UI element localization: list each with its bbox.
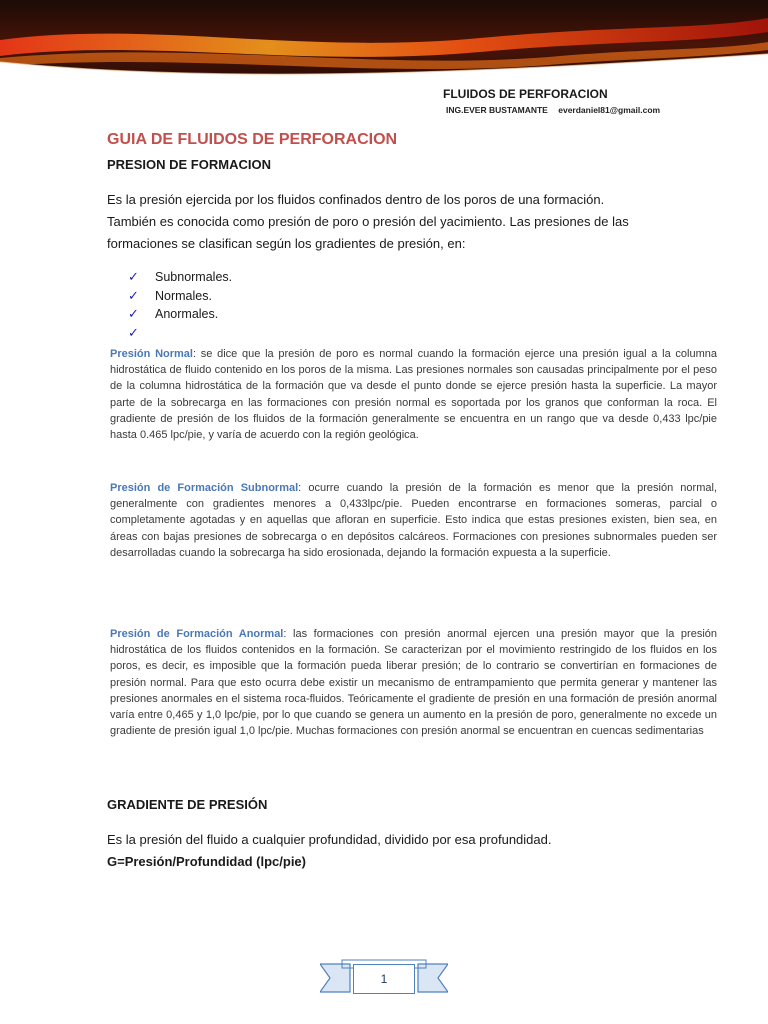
intro-paragraph <box>107 189 667 255</box>
paragraph-presion-subnormal <box>110 480 717 561</box>
list-item-label: Subnormales. <box>155 270 233 284</box>
gradient-formula: G=Presión/Profundidad (lpc/pie) <box>107 854 306 869</box>
term-presion-normal: Presión Normal <box>110 348 193 360</box>
intro-line: También es conocida como presión de poro o presión del yacimiento. Las presiones de las <box>107 214 629 229</box>
page-number: 1 <box>353 964 415 994</box>
author-email[interactable]: everdaniel81@gmail.com <box>558 105 661 115</box>
paragraph-presion-anormal <box>110 626 717 739</box>
list-item-label: Normales. <box>155 288 212 303</box>
list-item <box>128 268 232 287</box>
checkmark-icon: ✓ <box>128 269 139 284</box>
author-name: ING.EVER BUSTAMANTE <box>446 105 548 115</box>
header-title: FLUIDOS DE PERFORACION <box>443 87 608 101</box>
checkmark-icon: ✓ <box>128 287 139 303</box>
checkmark-icon: ✓ <box>128 324 139 340</box>
list-item <box>128 305 232 324</box>
definition-text: : las formaciones con presión anormal ejercen una presión mayor que la presión hidrostática de los fluidos contenidos en la formación. Se caracterizan por el movimiento restringido de los fluidos en los poros, es decir, es imposible que la formación pueda liberar presión; de lo contrario se convertirían en formaciones de presión normal. Para que esto ocurra debe existir un mecanismo de entrampamiento que permita generar y mantener las presiones anormales en el sistema roca-fluidos. Teóricamente el gradiente de presión en una formación de presión anormal varía entre 0,465 y 1,0 lpc/pie, por lo que cuando se genera un aumento en la presión de poro, generalmente no excede un gradiente de presión igual 1,0 lpc/pie. Muchas formaciones con presión anormal se encuentran en cuencas sedimentarias <box>110 628 717 738</box>
pressure-types-list <box>128 268 232 342</box>
checkmark-icon: ✓ <box>128 306 139 321</box>
list-item <box>128 324 232 343</box>
document-title: GUIA DE FLUIDOS DE PERFORACION <box>107 131 398 148</box>
list-item-label: Anormales. <box>155 307 219 321</box>
term-presion-subnormal: Presión de Formación Subnormal <box>110 482 299 494</box>
definition-text: : se dice que la presión de poro es normal cuando la formación ejerce una presión igual a la columna hidrostática de fluido contenido en los poros de la misma. Las presiones normales son causadas principalmente por el peso de la columna hidrostática de la formación que va desde el punto donde se ejerce presión hasta la superficie. La mayor parte de la sobrecarga en las formaciones con presión normal es soportada por los granos que conforman la roca. El gradiente de presión de los fluidos de la formación generalmente se encuentra en un rango que va desde 0,433 lpc/pie hasta 0.465 lpc/pie, y varía de acuerdo con la región geológica. <box>110 348 717 442</box>
header-banner <box>0 0 768 82</box>
gradient-definition: Es la presión del fluido a cualquier profundidad, dividido por esa profundidad. <box>107 832 552 847</box>
list-item <box>128 287 232 306</box>
section-heading-gradiente: GRADIENTE DE PRESIÓN <box>107 797 268 812</box>
page-footer <box>320 958 448 998</box>
section-heading-presion-formacion: PRESION DE FORMACION <box>107 157 271 172</box>
header-author-line <box>446 105 668 115</box>
term-presion-anormal: Presión de Formación Anormal <box>110 628 284 640</box>
paragraph-presion-normal <box>110 346 717 443</box>
definition-text: : ocurre cuando la presión de la formación es menor que la presión normal, generalmente con gradientes menores a 0,433lpc/pie. Pueden encontrarse en formaciones someras, parcial o completamente agotadas y en aquellas que afloran en superficie. Esto indica que estas presiones existen, bien sea, en áreas con bajas presiones de sobrecarga o en depósitos calcáreos. Formaciones con presiones subnormales pueden ser desarrolladas cuando la sobrecarga ha sido erosionada, dejando la formación expuesta a la superficie. <box>110 482 717 559</box>
intro-line: Es la presión ejercida por los fluidos confinados dentro de los poros de una formación. <box>107 192 605 207</box>
intro-line: formaciones se clasifican según los gradientes de presión, en: <box>107 236 466 251</box>
